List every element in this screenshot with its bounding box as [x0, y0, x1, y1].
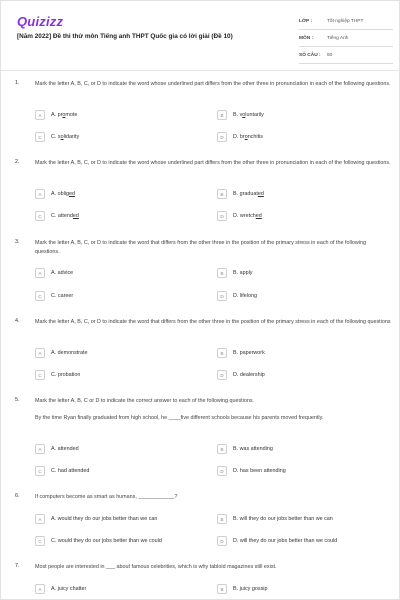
- question-text: Mark the letter A, B, C, or D to indicate the word whose underlined part differs from the other three in pronunciation in each of the following questions.: [35, 160, 391, 166]
- option-letter: C: [35, 291, 45, 301]
- question-3: [15, 239, 393, 309]
- option-b[interactable]: B B. was attending: [217, 444, 273, 454]
- option-letter: A: [35, 584, 45, 594]
- meta-row-subject: [299, 30, 393, 47]
- option-b[interactable]: B B. paperwork: [217, 348, 265, 358]
- option-letter: D: [217, 536, 227, 546]
- question-number: 4.: [15, 318, 20, 324]
- question-4: [15, 318, 393, 388]
- option-c[interactable]: C C. had attended: [35, 466, 89, 476]
- option-letter: C: [35, 370, 45, 380]
- question-number: 3.: [15, 239, 20, 245]
- option-d[interactable]: D D. has been attending: [217, 466, 286, 476]
- quizizz-logo[interactable]: Quizizz: [17, 14, 64, 29]
- option-letter: A: [35, 514, 45, 524]
- worksheet-title: [Năm 2022] Đề thi thử môn Tiếng anh THPT Quốc gia có lời giải (Đề 10): [17, 33, 233, 40]
- option-letter: D: [217, 466, 227, 476]
- meta-row-class: [299, 13, 393, 30]
- option-c[interactable]: C C. attend ed: [35, 211, 79, 221]
- option-a[interactable]: A A. oblig ed: [35, 189, 75, 199]
- option-d[interactable]: D D. lifelong: [217, 291, 257, 301]
- option-letter: A: [35, 444, 45, 454]
- question-subtext: By the time Ryan finally graduated from high school, he ____five different schools because his parents moved frequently.: [35, 415, 324, 421]
- option-letter: B: [217, 268, 227, 278]
- option-letter: B: [217, 514, 227, 524]
- question-text: Mark the letter A, B, C, or D to indicate the word whose underlined part differs from the other three in pronunciation in each of the following questions.: [35, 81, 391, 87]
- option-b[interactable]: B B. v o luntarily: [217, 110, 264, 120]
- option-letter: A: [35, 348, 45, 358]
- question-number: 6.: [15, 493, 20, 499]
- question-text: Most people are interested in ___ about famous celebrities, which is why tabloid magazines still exist.: [35, 564, 277, 570]
- header-divider: [1, 70, 400, 71]
- option-a[interactable]: A A. pr o mote: [35, 110, 77, 120]
- option-c[interactable]: C C. would they do our jobs better than we could: [35, 536, 162, 546]
- option-b[interactable]: B B. will they do our jobs better than we can: [217, 514, 333, 524]
- option-letter: D: [217, 370, 227, 380]
- option-letter: A: [35, 189, 45, 199]
- meta-key: LỚP :: [299, 18, 313, 24]
- worksheet-meta: [299, 13, 393, 64]
- option-letter: D: [217, 211, 227, 221]
- option-letter: B: [217, 110, 227, 120]
- question-number: 5.: [15, 397, 20, 403]
- meta-key: MÔN :: [299, 35, 314, 41]
- option-letter: C: [35, 466, 45, 476]
- question-number: 2.: [15, 159, 20, 165]
- option-letter: C: [35, 211, 45, 221]
- question-text: If computers become as smart as humans, ____________?: [35, 494, 178, 500]
- option-b[interactable]: B B. apply: [217, 268, 252, 278]
- option-letter: B: [217, 348, 227, 358]
- option-letter: C: [35, 132, 45, 142]
- option-letter: D: [217, 132, 227, 142]
- option-d[interactable]: D D. dealership: [217, 370, 265, 380]
- option-c[interactable]: C C. s o lidarity: [35, 132, 79, 142]
- option-c[interactable]: C C. career: [35, 291, 73, 301]
- option-c[interactable]: C C. probation: [35, 370, 80, 380]
- question-7: [15, 563, 393, 599]
- option-letter: A: [35, 110, 45, 120]
- option-a[interactable]: A A. advice: [35, 268, 73, 278]
- meta-key: SỐ CÂU :: [299, 52, 321, 58]
- option-b[interactable]: B B. graduat ed: [217, 189, 264, 199]
- question-number: 7.: [15, 563, 20, 569]
- option-d[interactable]: D D. wretch ed: [217, 211, 262, 221]
- meta-value: Tiếng Anh: [327, 35, 349, 41]
- option-b[interactable]: B B. juicy gossip: [217, 584, 267, 594]
- question-5: [15, 397, 393, 479]
- meta-value: 50: [327, 52, 333, 58]
- meta-row-count: [299, 47, 393, 64]
- option-letter: B: [217, 444, 227, 454]
- option-a[interactable]: A A. would they do our jobs better than we can: [35, 514, 157, 524]
- option-d[interactable]: D D. br o nchitis: [217, 132, 263, 142]
- option-letter: B: [217, 584, 227, 594]
- option-letter: C: [35, 536, 45, 546]
- option-a[interactable]: A A. demonstrate: [35, 348, 88, 358]
- question-number: 1.: [15, 80, 20, 86]
- question-text: Mark the letter A, B, C or D to indicate the correct answer to each of the following questions.: [35, 398, 255, 404]
- question-2: [15, 159, 393, 229]
- option-a[interactable]: A A. juicy chatter: [35, 584, 86, 594]
- option-letter: B: [217, 189, 227, 199]
- question-6: [15, 493, 393, 553]
- meta-value: Tốt nghiệp THPT: [327, 18, 364, 24]
- question-text: Mark the letter A, B, C, or D to indicate the word that differs from the other three in the position of the primary stress in each of the following questions: [35, 319, 391, 325]
- option-letter: A: [35, 268, 45, 278]
- question-text: Mark the letter A, B, C, or D to indicate the word that differs from the other three in the position of the primary stress in each of the following questions.: [35, 240, 366, 255]
- option-letter: D: [217, 291, 227, 301]
- option-d[interactable]: D D. will they do our jobs better than we could: [217, 536, 337, 546]
- option-a[interactable]: A A. attended: [35, 444, 79, 454]
- question-1: [15, 80, 393, 150]
